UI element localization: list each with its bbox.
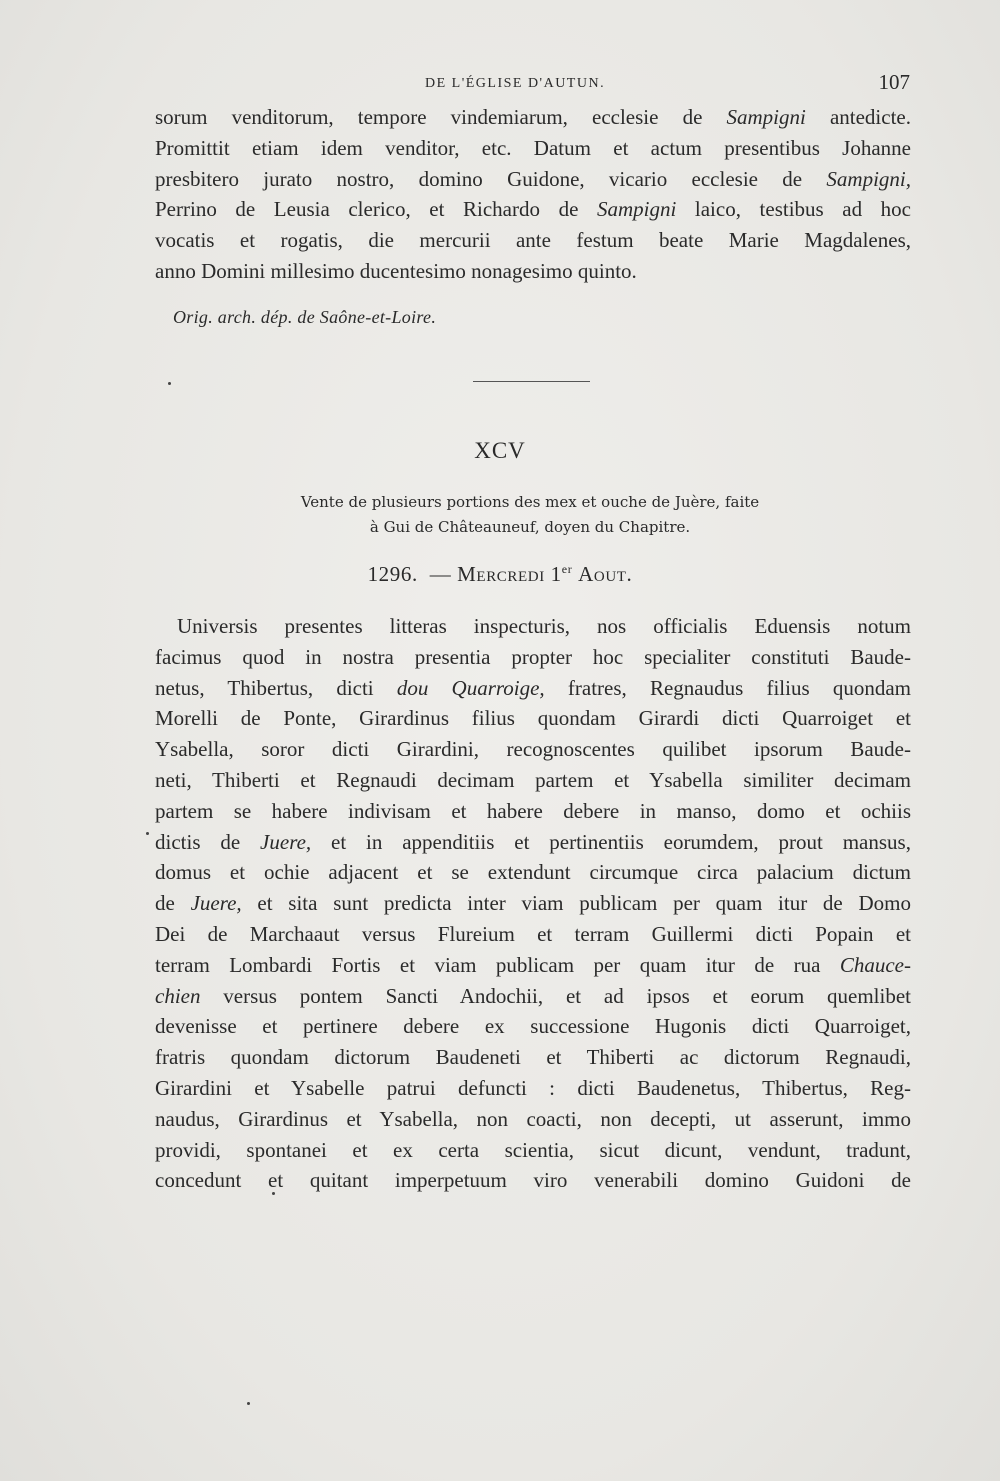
text-run: neti, Thiberti et Regnaudi decimam partem et Ysabella similiter decimam [155, 767, 911, 792]
running-title: DE L'ÉGLISE D'AUTUN. [425, 76, 606, 91]
text-line [155, 765, 911, 796]
text-line [155, 194, 911, 225]
text-line [155, 827, 911, 858]
text-run: et sita sunt predicta inter viam publicam per quam itur de Domo [241, 891, 911, 916]
italic-text: Chauce- [839, 952, 911, 977]
text-run: Dei de Marchaaut versus Flureium et terram Guillermi dicti Popain et [155, 921, 911, 946]
text-run: sorum venditorum, tempore vindemiarum, ecclesie de [155, 105, 727, 129]
text-line [155, 1073, 911, 1104]
italic-text: Sampigni [726, 105, 806, 129]
summary-line: à Gui de Châteauneuf, doyen du Chapitre. [369, 518, 691, 536]
text-run: fratres, Regnaudus filius quondam [544, 675, 911, 700]
italic-text: chien [155, 983, 201, 1008]
text-line [155, 673, 911, 704]
italic-text: Juere, [260, 829, 312, 854]
text-run: laico, testibus ad hoc [676, 197, 912, 222]
italic-text: dou Quarroige, [396, 675, 545, 700]
summary-line: Vente de plusieurs portions des mex et ouche de Juère, faite [300, 493, 760, 511]
paper-speck [146, 832, 149, 835]
document-date [0, 562, 1000, 587]
charter-text [155, 611, 911, 1196]
text-run: domus et ochie adjacent et se extendunt circumque circa palacium dictum [155, 860, 911, 885]
text-run: antedicte. [805, 105, 911, 129]
text-run: partem se habere indivisam et habere debere in manso, domo et ochiis [155, 798, 911, 823]
paper-speck [168, 382, 171, 385]
text-run: presbitero jurato nostro, domino Guidone, vicario ecclesie de [155, 166, 827, 191]
date-number: 1 [550, 562, 562, 586]
text-line [155, 642, 911, 673]
text-run: terram Lombardi Fortis et viam publicam per quam itur de rua [155, 952, 840, 977]
text-line [155, 102, 911, 133]
text-line [155, 919, 911, 950]
date-month: Aout. [578, 562, 633, 586]
text-run: Girardini et Ysabelle patrui defuncti : dicti Baudenetus, Thibertus, Reg- [155, 1075, 911, 1100]
text-line [155, 164, 911, 195]
text-run: netus, Thibertus, dicti [155, 675, 397, 700]
text-line [155, 256, 911, 287]
text-line [155, 1011, 911, 1042]
running-head [155, 70, 910, 94]
paper-speck [272, 1192, 275, 1195]
italic-text: Sampigni [596, 197, 677, 222]
text-run: Universis presentes litteras inspecturis, nos officialis Eduensis notum [177, 614, 911, 638]
text-run: fratris quondam dictorum Baudeneti et Thiberti ac dictorum Regnaudi, [155, 1045, 911, 1070]
text-run: facimus quod in nostra presentia propter hoc specialiter constituti Baude- [155, 644, 911, 669]
date-ordinal: er [561, 562, 573, 576]
text-run: et in appenditiis et pertinentiis eorumdem, prout mansus, [311, 829, 911, 854]
text-run: vocatis et rogatis, die mercurii ante festum beate Marie Magdalenes, [155, 228, 911, 253]
text-run: versus pontem Sancti Andochii, et ad ipsos et eorum quemlibet [200, 983, 911, 1008]
text-line [155, 734, 911, 765]
continued-paragraph [155, 102, 911, 287]
text-line [155, 950, 911, 981]
text-line [155, 888, 911, 919]
paper-speck [247, 1402, 250, 1405]
text-run: Morelli de Ponte, Girardinus filius quondam Girardi dicti Quarroiget et [155, 706, 911, 731]
date-year: 1296. [367, 562, 418, 586]
text-line [155, 225, 911, 256]
date-day: Mercredi [457, 562, 545, 586]
section-divider [473, 381, 590, 382]
text-run: concedunt et quitant imperpetuum viro venerabili domino Guidoni de [155, 1168, 911, 1193]
text-run: devenisse et pertinere debere ex successione Hugonis dicti Quarroiget, [155, 1014, 911, 1039]
text-run: de [155, 891, 191, 916]
text-run: providi, spontanei et ex certa scientia, sicut dicunt, vendunt, tradunt, [155, 1137, 911, 1162]
text-line [155, 857, 911, 888]
text-run: Perrino de Leusia clerico, et Richardo de [155, 197, 597, 222]
date-dash: — [429, 562, 452, 586]
italic-text: Sampigni, [826, 166, 911, 191]
text-run: Promittit etiam idem venditor, etc. Datum et actum presentibus Johanne [155, 135, 911, 160]
text-line [155, 611, 911, 642]
document-number: XCV [474, 438, 526, 463]
document-summary [150, 490, 910, 540]
text-run: Ysabella, soror dicti Girardini, recognoscentes quilibet ipsorum Baude- [155, 737, 911, 762]
text-line [155, 133, 911, 164]
text-line [155, 1165, 911, 1196]
text-line [155, 703, 911, 734]
text-run: anno Domini millesimo ducentesimo nonagesimo quinto. [155, 258, 637, 283]
text-run: dictis de [155, 829, 261, 854]
page-number: 107 [878, 70, 910, 94]
text-line [155, 1104, 911, 1135]
text-line [155, 1042, 911, 1073]
italic-text: Juere, [190, 891, 242, 916]
source-note: Orig. arch. dép. de Saône-et-Loire. [173, 307, 437, 327]
text-run: naudus, Girardinus et Ysabella, non coacti, non decepti, ut asserunt, immo [155, 1106, 911, 1131]
text-line [155, 796, 911, 827]
text-line [155, 1135, 911, 1166]
text-line [155, 981, 911, 1012]
